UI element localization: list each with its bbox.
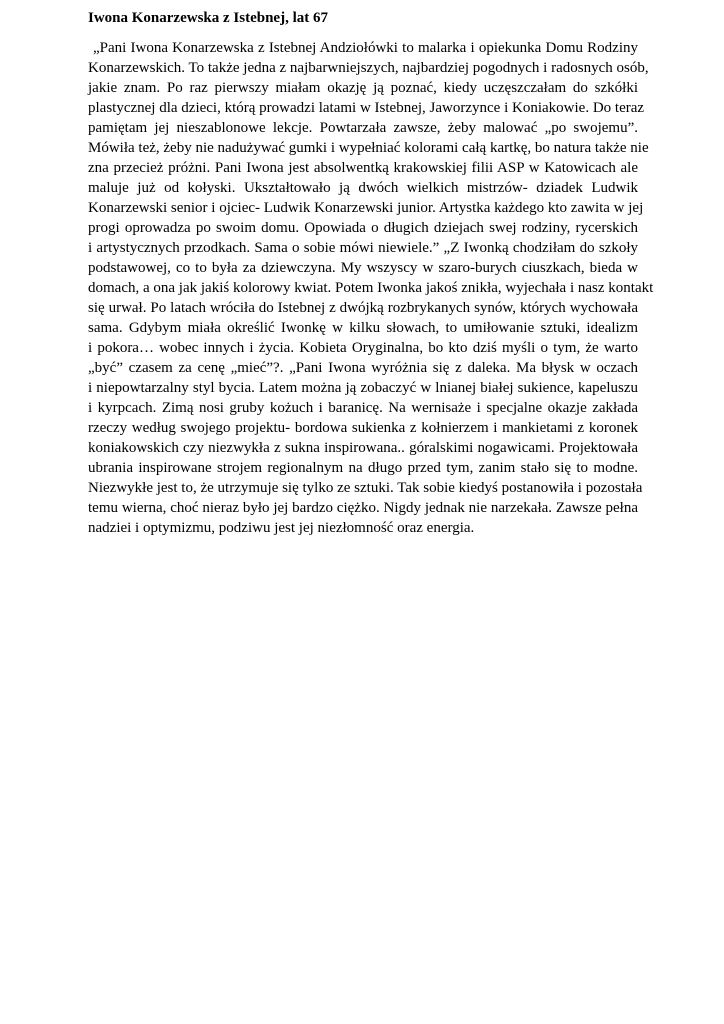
text-line: jakie znam. Po raz pierwszy miałam okazję ją poznać, kiedy uczęszczałam do szkółki <box>88 80 638 96</box>
text-line: sama. Gdybym miała określić Iwonkę w kilku słowach, to umiłowanie sztuki, idealizm <box>88 320 638 336</box>
text-line: i kyrpcach. Zimą nosi gruby kożuch i baranicę. Na wernisaże i specjalne okazje zakłada <box>88 400 638 416</box>
text-line: nadziei i optymizmu, podziwu jest jej niezłomność oraz energia. <box>88 520 475 536</box>
text-line: podstawowej, co to była za dziewczyna. My wszyscy w szaro-burych ciuszkach, bieda w <box>88 260 638 276</box>
text-line: się urwał. Po latach wróciła do Istebnej z dwójką rozbrykanych synów, których wychowała <box>88 300 638 316</box>
document-title: Iwona Konarzewska z Istebnej, lat 67 <box>88 10 328 26</box>
text-line: „Pani Iwona Konarzewska z Istebnej Andziołówki to malarka i opiekunka Domu Rodziny <box>93 40 638 56</box>
text-line: i pokora… wobec innych i życia. Kobieta Oryginalna, bo kto dziś myśli o tym, że warto <box>88 340 638 356</box>
text-line: koniakowskich czy niezwykła z sukna inspirowana.. góralskimi nogawicami. Projektowała <box>88 440 638 456</box>
document-body <box>88 38 654 538</box>
text-line: Konarzewskich. To także jedna z najbarwniejszych, najbardziej pogodnych i radosnych osób, <box>88 60 649 76</box>
text-line: plastycznej dla dzieci, którą prowadzi latami w Istebnej, Jaworzynce i Koniakowie. Do teraz <box>88 100 645 116</box>
text-line: Konarzewski senior i ojciec- Ludwik Konarzewski junior. Artystka każdego kto zawita w jej <box>88 200 644 216</box>
document-page <box>88 8 654 538</box>
text-line: zna przecież próżni. Pani Iwona jest absolwentką krakowskiej filii ASP w Katowicach ale <box>88 160 638 176</box>
text-line: progi oprowadza po swoim domu. Opowiada o długich dziejach swej rodziny, rycerskich <box>88 220 638 236</box>
text-line: i artystycznych przodkach. Sama o sobie mówi niewiele.” „Z Iwonką chodziłam do szkoły <box>88 240 638 256</box>
text-line: domach, a ona jak jakiś kolorowy kwiat. Potem Iwonka jakoś znikła, wyjechała i nasz kontakt <box>88 280 654 296</box>
text-line: Niezwykłe jest to, że utrzymuje się tylko ze sztuki. Tak sobie kiedyś postanowiła i pozostała <box>88 480 643 496</box>
text-line: rzeczy według swojego projektu- bordowa sukienka z kołnierzem i mankietami z koronek <box>88 420 638 436</box>
text-line: maluje już od kołyski. Ukształtowało ją dwóch wielkich mistrzów- dziadek Ludwik <box>88 180 638 196</box>
text-line: ubrania inspirowane strojem regionalnym na długo przed tym, zanim stało się to modne. <box>88 460 638 476</box>
text-line: i niepowtarzalny styl bycia. Latem można ją zobaczyć w lnianej białej sukience, kapeluszu <box>88 380 638 396</box>
text-line: Mówiła też, żeby nie nadużywać gumki i wypełniać kolorami całą kartkę, bo natura także nie <box>88 140 649 156</box>
text-line: temu wierna, choć nieraz było jej bardzo ciężko. Nigdy jednak nie narzekała. Zawsze pełna <box>88 500 638 516</box>
text-line: „być” czasem za cenę „mieć”?. „Pani Iwona wyróżnia się z daleka. Ma błysk w oczach <box>88 360 638 376</box>
text-line: pamiętam jej nieszablonowe lekcje. Powtarzała zawsze, żeby malować „po swojemu”. <box>88 120 638 136</box>
